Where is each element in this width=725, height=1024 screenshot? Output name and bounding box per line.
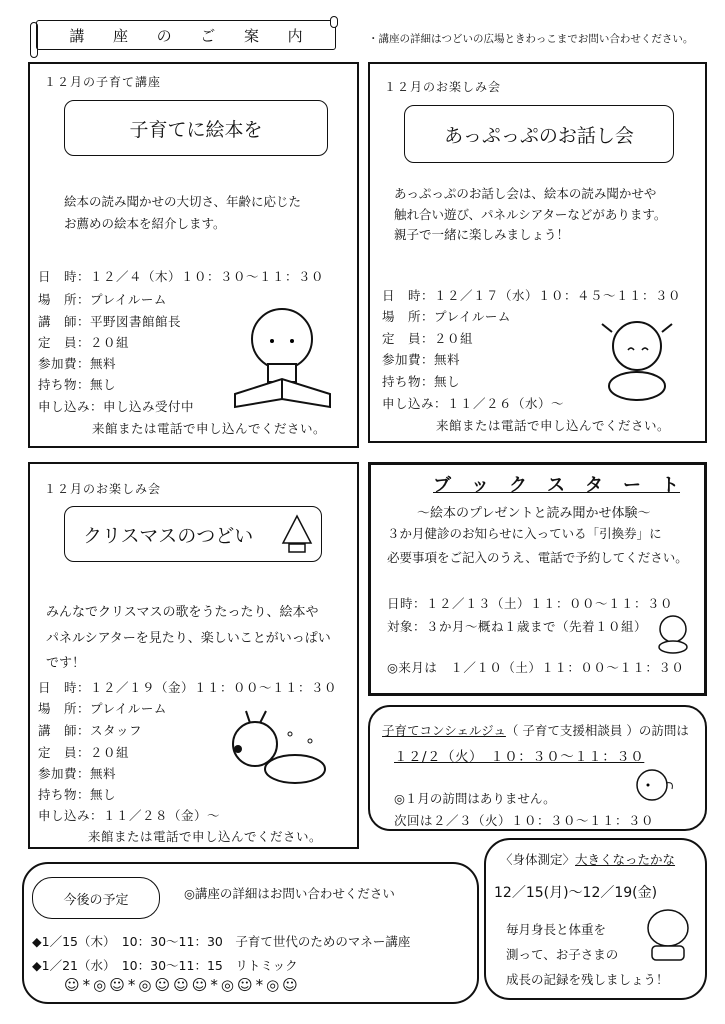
baby-on-scale-illustration — [640, 902, 696, 966]
upcoming-schedule-box — [22, 862, 479, 1004]
reindeer-illustration — [220, 709, 335, 799]
event-desc: 触れ合い遊び、パネルシアターなどがあります。 — [394, 207, 667, 222]
header-note: ・講座の詳細はつどいの広場ときわっこまでお問い合わせください。 — [368, 33, 694, 45]
measure-desc: 成長の記録を残しましょう！ — [506, 972, 669, 987]
event-fee: 参加費：無料 — [382, 352, 461, 367]
event-title: クリスマスのつどい — [83, 524, 254, 547]
banner-scroll-right — [330, 16, 338, 28]
event-label: １２月のお楽しみ会 — [44, 482, 162, 496]
event-desc: です！ — [46, 656, 86, 671]
event-place: 場 所：プレイルーム — [38, 701, 167, 716]
schedule-note: ◎講座の詳細はお問い合わせください — [184, 886, 395, 901]
schedule-badge: 今後の予定 — [32, 877, 160, 919]
child-reading-illustration — [230, 299, 340, 409]
event-fee: 参加費：無料 — [38, 766, 117, 781]
event-fee: 参加費：無料 — [38, 356, 117, 371]
event-capacity: 定 員：２０組 — [38, 745, 130, 760]
banner-char: ご — [200, 26, 216, 45]
event-box-story-time — [368, 62, 707, 443]
event-label: １２月の子育て講座 — [44, 75, 162, 89]
event-box-christmas — [28, 462, 359, 849]
event-capacity: 定 員：２０組 — [38, 335, 130, 350]
event-apply-note: 来館または電話で申し込んでください。 — [436, 418, 671, 433]
banner-char: 座 — [112, 26, 128, 45]
baby-girl-illustration — [600, 314, 675, 404]
measure-prefix: 〈身体測定〉 — [500, 852, 576, 867]
event-items: 持ち物：無し — [38, 377, 117, 392]
measure-date: 12／15(月)～12／19(金) — [494, 885, 658, 901]
decorative-character-border: ☺*◎☺*◎☺☺☺*◎☺*◎☺ — [64, 976, 301, 994]
bookstart-subtitle: ～絵本のプレゼントと読み聞かせ体験～ — [417, 506, 651, 521]
concierge-note: ◎１月の訪問はありません。 — [394, 791, 556, 806]
event-title: あっぷっぷのお話し会 — [404, 105, 674, 163]
event-apply: 申し込み：申し込み受付中 — [38, 399, 195, 414]
banner-char: 案 — [243, 26, 259, 45]
event-datetime: 日 時：１２／１７（水）１０：４５～１１：３０ — [382, 288, 682, 303]
section-banner — [36, 20, 336, 50]
baby-illustration — [651, 613, 697, 655]
event-lecturer: 講 師：平野図書館館長 — [38, 314, 182, 329]
bookstart-title: ブ ッ ク ス タ ー ト — [433, 475, 680, 496]
event-desc: みんなでクリスマスの歌をうたったり、絵本や — [46, 605, 319, 620]
measure-desc: 毎月身長と体重を — [506, 922, 607, 937]
banner-char: 内 — [287, 26, 303, 45]
bookstart-date: 日時：１２／１３（土）１１：００～１１：３０ — [387, 596, 674, 611]
event-desc: 絵本の読み聞かせの大切さ、年齢に応じた — [64, 194, 302, 209]
event-desc: 親子で一緒に楽しみましょう！ — [394, 227, 570, 242]
bookstart-desc: ３か月健診のお知らせに入っている「引換券」に — [387, 526, 662, 541]
event-apply-note: 来館または電話で申し込んでください。 — [88, 829, 323, 844]
event-place: 場 所：プレイルーム — [38, 292, 167, 307]
bookstart-desc: 必要事項をご記入のうえ、電話で予約してください。 — [387, 550, 688, 565]
bookstart-target: 対象：３か月～概ね１歳まで（先着１０組） — [387, 619, 648, 634]
banner-char: の — [156, 26, 172, 45]
event-datetime: 日 時：１２／１９（金）１１：００～１１：３０ — [38, 680, 338, 695]
event-label: １２月のお楽しみ会 — [384, 80, 502, 94]
bookstart-box — [368, 462, 707, 696]
event-apply: 申し込み：１１／２６（水）～ — [382, 396, 565, 411]
event-items: 持ち物：無し — [38, 787, 117, 802]
measure-desc: 測って、お子さまの — [506, 947, 619, 962]
event-apply-note: 来館または電話で申し込んでください。 — [92, 421, 327, 436]
event-capacity: 定 員：２０組 — [382, 331, 474, 346]
bookstart-next: ◎来月は １／１０（土）１１：００～１１：３０ — [387, 660, 685, 675]
concierge-box — [368, 705, 707, 831]
concierge-next: 次回は２／３（火）１０：３０～１１：３０ — [394, 813, 655, 828]
event-box-picture-books — [28, 62, 359, 448]
body-measurement-box — [484, 838, 707, 1000]
event-items: 持ち物：無し — [382, 374, 461, 389]
event-place: 場 所：プレイルーム — [382, 309, 511, 324]
christmas-tree-icon — [279, 513, 315, 555]
schedule-item: ◆1／21（水） 10：30～11：15 リトミック — [32, 958, 298, 973]
concierge-title: 子育てコンシェルジュ — [382, 723, 506, 738]
schedule-item: ◆1／15（木） 10：30～11：30 子育て世代のためのマネー講座 — [32, 934, 411, 949]
event-desc: お薦めの絵本を紹介します。 — [64, 216, 226, 231]
concierge-date: １２/２（火） １０：３０～１１：３０ — [394, 749, 645, 765]
event-title-box — [64, 506, 322, 562]
concierge-title-rest: （ 子育て支援相談員 ）の訪問は — [505, 723, 689, 738]
event-desc: あっぷっぷのお話し会は、絵本の読み聞かせや — [394, 186, 657, 201]
event-desc: パネルシアターを見たり、楽しいことがいっぱい — [46, 631, 331, 646]
event-apply: 申し込み：１１／２８（金）～ — [38, 808, 221, 823]
banner-char: 講 — [69, 26, 85, 45]
chick-illustration — [632, 763, 678, 805]
event-title: 子育てに絵本を — [64, 100, 328, 156]
event-lecturer: 講 師：スタッフ — [38, 723, 143, 738]
event-datetime: 日 時：１２／４（木）１０：３０～１１：３０ — [38, 269, 325, 284]
measure-title: 大きくなったかな — [575, 852, 676, 867]
